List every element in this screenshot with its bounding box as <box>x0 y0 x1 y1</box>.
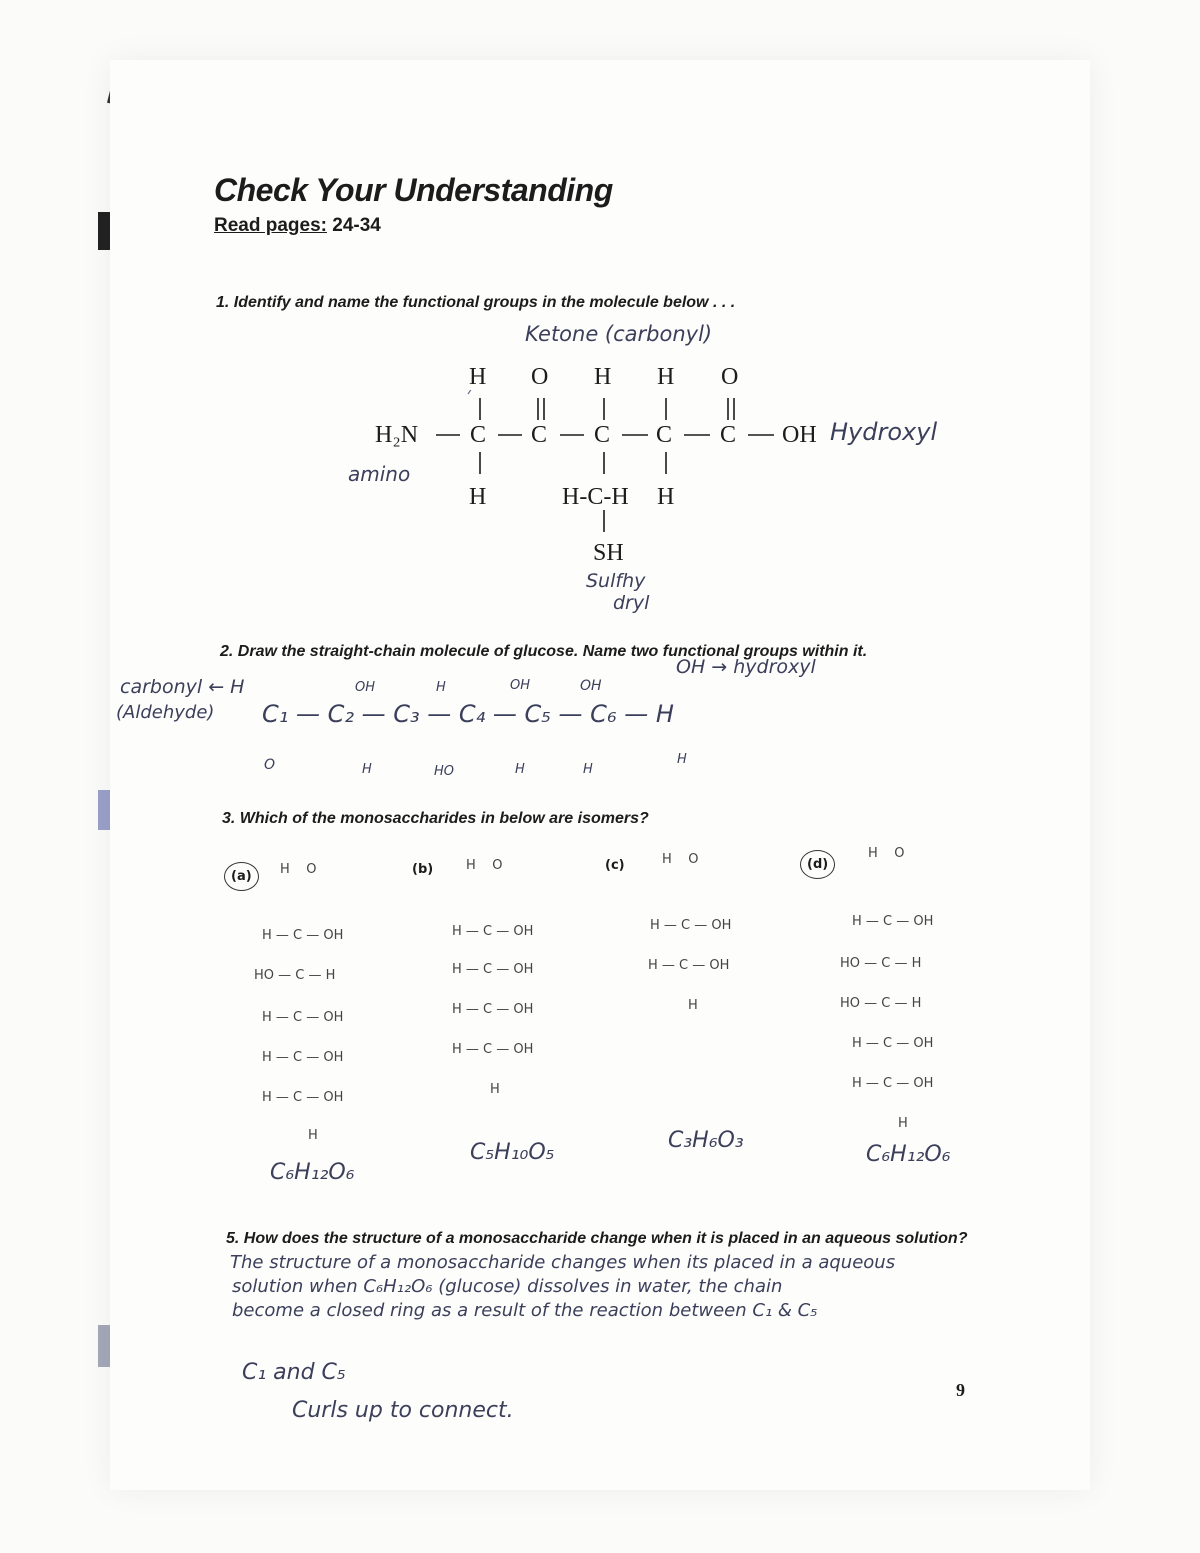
annotation-ketone: Ketone (carbonyl) <box>525 322 713 346</box>
glucose-bottom-c6: H <box>677 752 687 767</box>
annotation-q2-carbonyl: carbonyl ← H <box>120 676 245 698</box>
option-a-bottom: H <box>308 1128 318 1143</box>
glucose-top-c2: OH <box>355 680 376 695</box>
option-b-row-4: H — C — OH <box>452 1042 534 1057</box>
answer-line-2: solution when C₆H₁₂O₆ (glucose) dissolves in water, the chain <box>232 1276 783 1297</box>
glucose-bottom-c3: HO <box>434 764 455 779</box>
glucose-top-c4: OH <box>510 678 531 693</box>
mol-backbone-end: OH <box>782 422 817 448</box>
option-b-formula: C₅H₁₀O₅ <box>470 1140 555 1165</box>
annotation-q2-aldehyde: (Aldehyde) <box>116 702 215 723</box>
annotation-amino: amino <box>348 462 411 486</box>
glucose-bottom-c5: H <box>583 762 593 777</box>
option-b-row-3: H — C — OH <box>452 1002 534 1017</box>
option-b-label: (b) <box>412 862 434 877</box>
annotation-sulfhydryl-1: Sulfhy <box>586 570 646 592</box>
option-b-row-2: H — C — OH <box>452 962 534 977</box>
glucose-bottom-c2: H <box>362 762 372 777</box>
answer-line-1: The structure of a monosaccharide changes when its placed in a aqueous <box>230 1252 896 1273</box>
annotation-sulfhydryl-2: dryl <box>613 592 650 614</box>
mol-top-3: H <box>594 364 612 390</box>
question-1: 1. Identify and name the functional groups in the molecule below . . . <box>216 294 736 311</box>
option-d-label: (d) <box>800 850 835 879</box>
option-d-row-4: H — C — OH <box>852 1036 934 1051</box>
option-b-bottom: H <box>490 1082 500 1097</box>
glucose-top-c3: H <box>436 680 446 695</box>
option-d-bottom: H <box>898 1116 908 1131</box>
page-title: Check Your Understanding <box>214 172 613 208</box>
question-2: 2. Draw the straight-chain molecule of glucose. Name two functional groups within it. <box>220 643 868 660</box>
option-a-row-4: H — C — OH <box>262 1050 344 1065</box>
mol-bottom-1: H <box>469 484 487 510</box>
mol-top-2: O <box>531 364 549 390</box>
answer-note-2: Curls up to connect. <box>292 1398 514 1423</box>
mol-backbone-start: H₂N <box>375 422 419 448</box>
option-c-formula: C₃H₆O₃ <box>668 1128 744 1153</box>
mol-bottom-3: H <box>657 484 675 510</box>
option-a-label: (a) <box>224 862 259 891</box>
option-d-formula: C₆H₁₂O₆ <box>866 1142 951 1167</box>
option-d-top: H O <box>868 846 905 861</box>
mol-c5: C <box>720 422 737 448</box>
question-3: 3. Which of the monosaccharides in below are isomers? <box>222 810 649 827</box>
glucose-o: O <box>264 757 276 773</box>
annotation-hydroxyl: Hydroxyl <box>830 418 938 446</box>
mol-top-1: H <box>469 364 487 390</box>
option-d-row-1: H — C — OH <box>852 914 934 929</box>
mol-c2: C <box>531 422 548 448</box>
mol-c4: C <box>656 422 673 448</box>
option-a-row-3: H — C — OH <box>262 1010 344 1025</box>
page-number: 9 <box>956 1380 965 1400</box>
answer-line-3: become a closed ring as a result of the reaction between C₁ & C₅ <box>232 1300 818 1321</box>
read-pages <box>214 215 381 237</box>
option-a-row-5: H — C — OH <box>262 1090 344 1105</box>
option-c-row-1: H — C — OH <box>650 918 732 933</box>
option-d-row-5: H — C — OH <box>852 1076 934 1091</box>
mol-c1: C <box>470 422 487 448</box>
option-b-top: H O <box>466 858 503 873</box>
option-d-row-2: HO — C — H <box>840 956 922 971</box>
glucose-top-c5: OH <box>580 678 602 694</box>
read-pages-value: 24-34 <box>332 215 381 236</box>
option-d-row-3: HO — C — H <box>840 996 922 1011</box>
answer-note-1: C₁ and C₅ <box>242 1360 346 1385</box>
option-c-top: H O <box>662 852 699 867</box>
read-pages-label: Read pages: <box>214 215 327 236</box>
option-a-top: H O <box>280 862 317 877</box>
option-c-bottom: H <box>688 998 698 1013</box>
annotation-q2-hydroxyl: OH → hydroxyl <box>676 656 816 678</box>
option-a-row-1: H — C — OH <box>262 928 344 943</box>
mol-bottom-2: H-C-H <box>562 484 629 510</box>
option-b-row-1: H — C — OH <box>452 924 534 939</box>
mol-c3: C <box>594 422 611 448</box>
mol-top-4: H <box>657 364 675 390</box>
mol-side: SH <box>593 540 624 566</box>
option-c-row-2: H — C — OH <box>648 958 730 973</box>
option-a-formula: C₆H₁₂O₆ <box>270 1160 355 1185</box>
glucose-bottom-c4: H <box>515 762 525 777</box>
glucose-chain-text: C₁ — C₂ — C₃ — C₄ — C₅ — C₆ — H <box>262 700 674 728</box>
option-c-label: (c) <box>605 858 625 873</box>
mol-top-5: O <box>721 364 739 390</box>
option-a-row-2: HO — C — H <box>254 968 336 983</box>
question-5: 5. How does the structure of a monosaccharide change when it is placed in an aqueous solution? <box>226 1230 968 1247</box>
